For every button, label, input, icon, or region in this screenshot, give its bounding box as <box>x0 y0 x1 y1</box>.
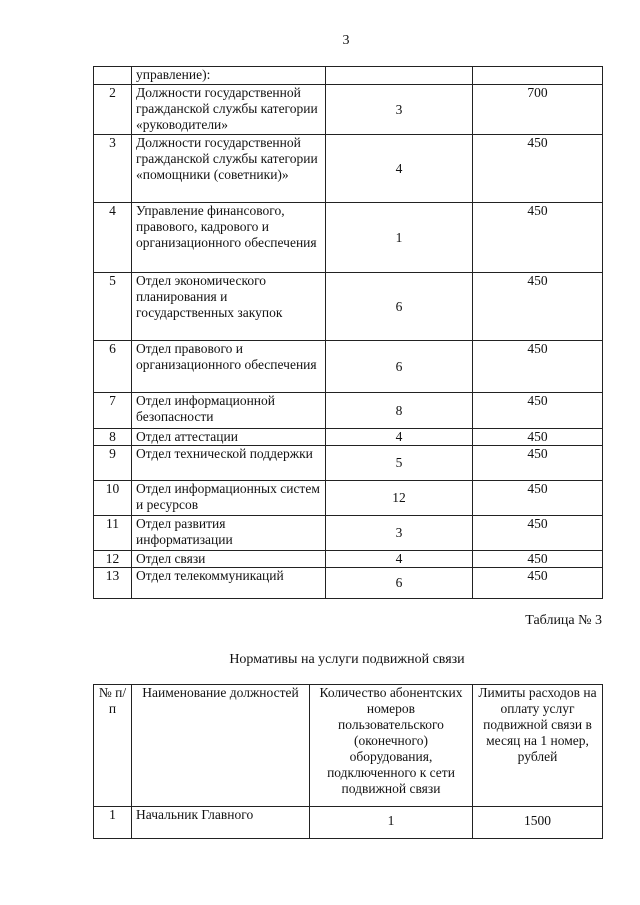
cell-count: 1 <box>326 203 473 273</box>
table-row <box>94 481 603 516</box>
cell-name: Должности государственной гражданской службы категории «помощники (советники)» <box>132 135 326 203</box>
cell-count: 4 <box>326 135 473 203</box>
header-limit: Лимиты расходов на оплату услуг подвижной связи в месяц на 1 номер, рублей <box>473 685 603 807</box>
table-row <box>94 429 603 446</box>
cell-count: 4 <box>326 551 473 568</box>
cell-count: 12 <box>326 481 473 516</box>
page-number: 3 <box>342 33 350 48</box>
cell-name: Отдел развития информатизации <box>132 516 326 551</box>
cell-limit: 450 <box>473 429 603 446</box>
cell-name: Отдел информационных систем и ресурсов <box>132 481 326 516</box>
cell-limit: 450 <box>473 393 603 429</box>
table-row <box>94 67 603 85</box>
cell-limit: 450 <box>473 203 603 273</box>
cell-num: 7 <box>94 393 132 429</box>
cell-num: 9 <box>94 446 132 481</box>
cell-limit: 450 <box>473 551 603 568</box>
table-row <box>94 393 603 429</box>
cell-num: 8 <box>94 429 132 446</box>
cell-name: Отдел связи <box>132 551 326 568</box>
cell-limit: 700 <box>473 85 603 135</box>
cell-count: 6 <box>326 568 473 599</box>
table-row <box>94 516 603 551</box>
cell-num: 5 <box>94 273 132 341</box>
cell-count: 1 <box>310 807 473 839</box>
cell-num: 13 <box>94 568 132 599</box>
cell-num: 10 <box>94 481 132 516</box>
table-row <box>94 135 603 203</box>
cell-num: 1 <box>94 807 132 839</box>
cell-count: 4 <box>326 429 473 446</box>
cell-count: 5 <box>326 446 473 481</box>
cell-limit: 1500 <box>473 807 603 839</box>
cell-name: Отдел правового и организационного обеспечения <box>132 341 326 393</box>
header-num: № п/п <box>94 685 132 807</box>
cell-num: 6 <box>94 341 132 393</box>
cell-num: 11 <box>94 516 132 551</box>
cell-num: 2 <box>94 85 132 135</box>
cell-limit: 450 <box>473 341 603 393</box>
header-name: Наименование должностей <box>132 685 310 807</box>
cell-name: Отдел телекоммуникаций <box>132 568 326 599</box>
cell-name: Начальник Главного <box>132 807 310 839</box>
table-row <box>94 807 603 839</box>
cell-limit: 450 <box>473 446 603 481</box>
cell-count <box>326 67 473 85</box>
cell-limit <box>473 67 603 85</box>
table-row <box>94 85 603 135</box>
cell-name: Отдел информационной безопасности <box>132 393 326 429</box>
communication-norms-table <box>93 66 603 599</box>
cell-name: управление): <box>132 67 326 85</box>
cell-limit: 450 <box>473 481 603 516</box>
cell-limit: 450 <box>473 568 603 599</box>
cell-name: Управление финансового, правового, кадрового и организационного обеспечения <box>132 203 326 273</box>
table-row <box>94 341 603 393</box>
table-row <box>94 551 603 568</box>
cell-name: Отдел аттестации <box>132 429 326 446</box>
cell-num: 3 <box>94 135 132 203</box>
cell-name: Должности государственной гражданской службы категории «руководители» <box>132 85 326 135</box>
cell-count: 8 <box>326 393 473 429</box>
cell-num <box>94 67 132 85</box>
cell-limit: 450 <box>473 273 603 341</box>
cell-count: 3 <box>326 516 473 551</box>
cell-count: 3 <box>326 85 473 135</box>
cell-num: 4 <box>94 203 132 273</box>
header-count: Количество абонентских номеров пользовательского (оконечного) оборудования, подключенного к сети подвижной связи <box>310 685 473 807</box>
cell-name: Отдел технической поддержки <box>132 446 326 481</box>
table-row <box>94 568 603 599</box>
table-row <box>94 273 603 341</box>
cell-count: 6 <box>326 273 473 341</box>
mobile-norms-table <box>93 684 603 839</box>
cell-num: 12 <box>94 551 132 568</box>
table-title: Нормативы на услуги подвижной связи <box>229 652 465 667</box>
cell-limit: 450 <box>473 516 603 551</box>
table-row <box>94 203 603 273</box>
table-row <box>94 446 603 481</box>
table-caption: Таблица № 3 <box>525 613 602 628</box>
cell-count: 6 <box>326 341 473 393</box>
cell-limit: 450 <box>473 135 603 203</box>
cell-name: Отдел экономического планирования и государственных закупок <box>132 273 326 341</box>
header-row <box>94 685 603 807</box>
